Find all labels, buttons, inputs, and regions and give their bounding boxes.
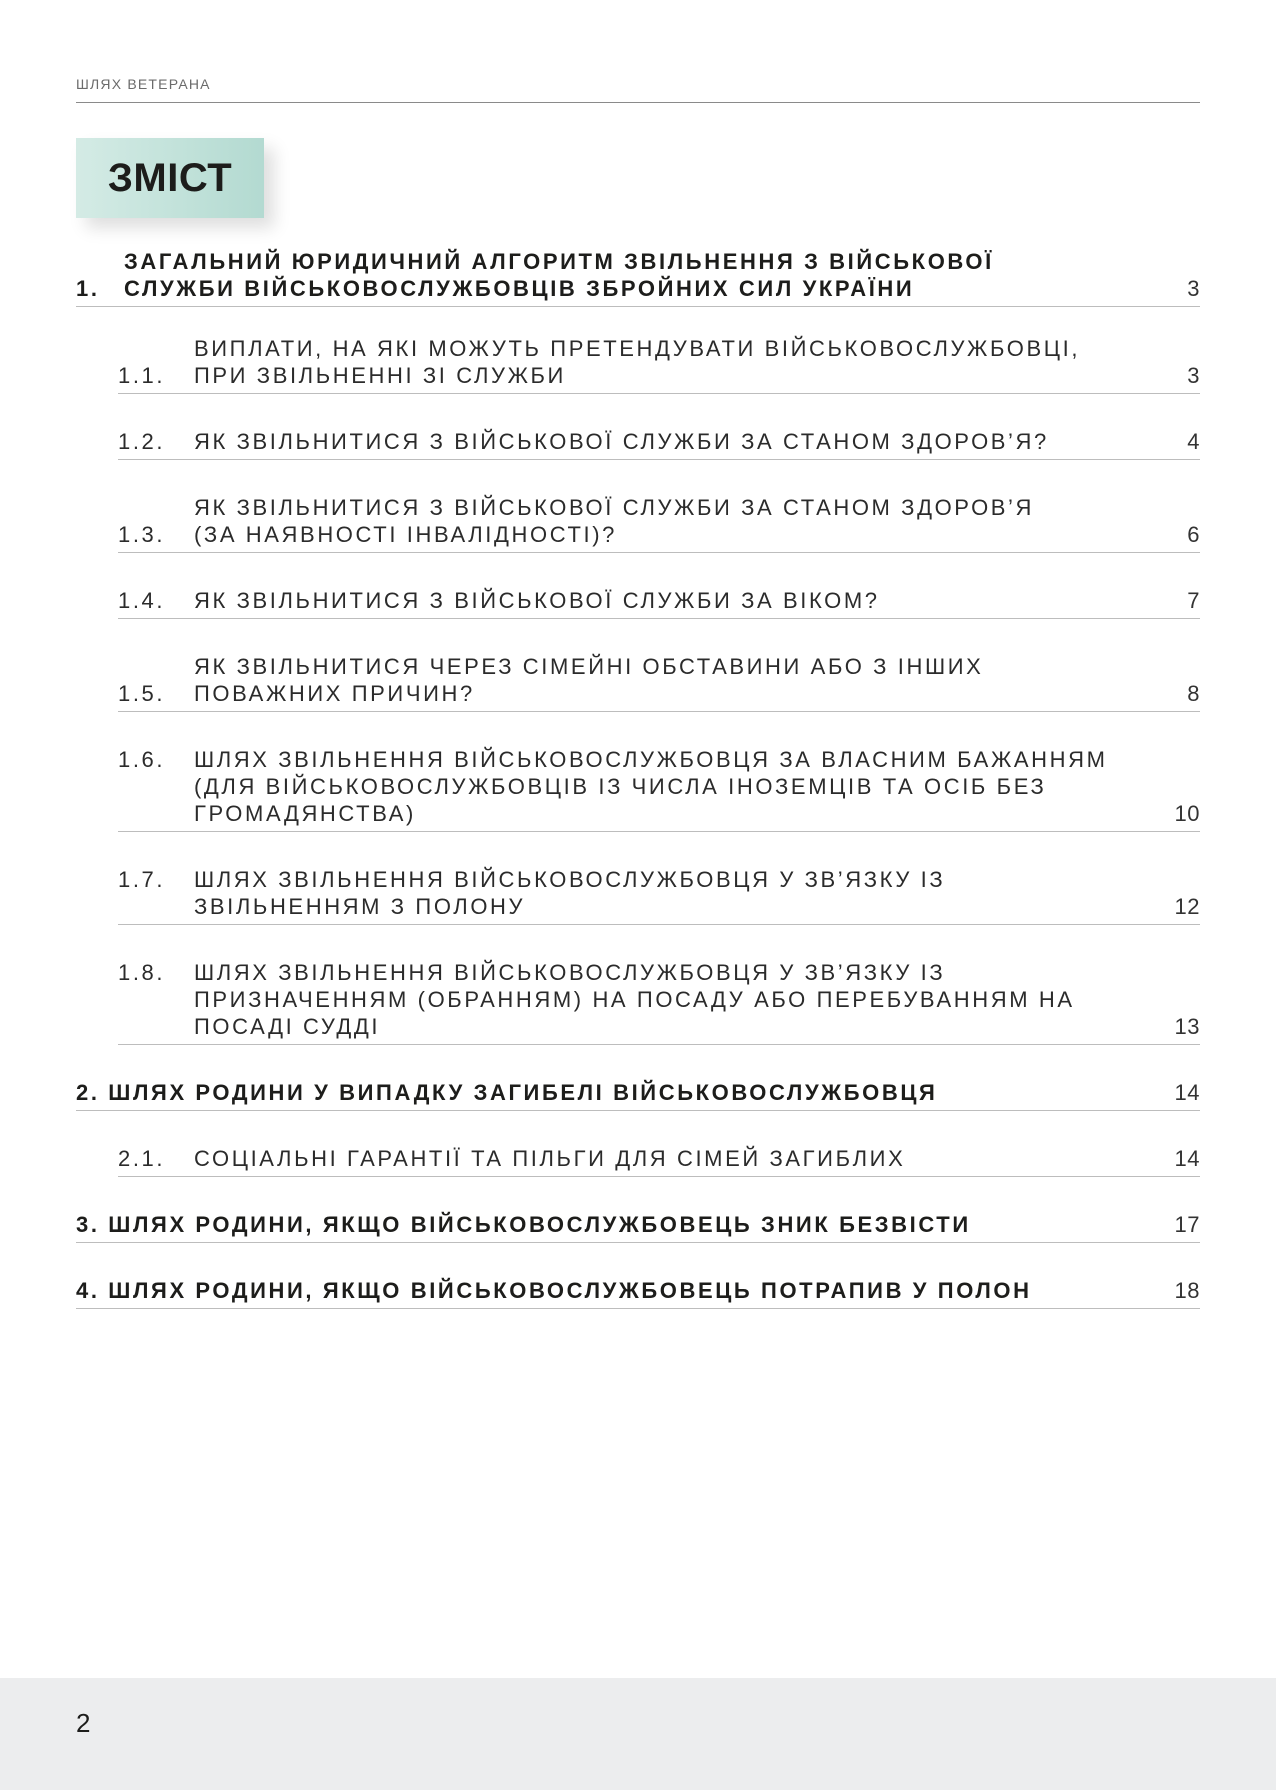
toc-entry-title: 2. ШЛЯХ РОДИНИ У ВИПАДКУ ЗАГИБЕЛІ ВІЙСЬКОВОСЛУЖБОВЦЯ (76, 1080, 938, 1105)
toc-entry-page: 10 (1174, 801, 1200, 826)
toc-entry-page: 7 (1187, 588, 1200, 613)
toc-entry-1[interactable] (76, 248, 1200, 307)
toc-entry-2[interactable] (76, 1079, 1200, 1111)
toc-entry-page: 14 (1174, 1146, 1200, 1171)
toc-entry-number: 1.4. (118, 588, 166, 613)
toc-entry-number: 1.5. (118, 681, 166, 706)
running-header (76, 76, 1200, 103)
toc-entry-page: 13 (1174, 1014, 1200, 1039)
toc-entry-page: 8 (1187, 681, 1200, 706)
toc-entry-page: 4 (1187, 429, 1200, 454)
toc-entry-page: 17 (1174, 1212, 1200, 1237)
toc-entry-number: 1.2. (118, 429, 166, 454)
toc-entry-title: ШЛЯХ ЗВІЛЬНЕННЯ ВІЙСЬКОВОСЛУЖБОВЦЯ У ЗВ’ЯЗКУ ІЗ ПРИЗНАЧЕННЯМ (ОБРАННЯМ) НА ПОСАДУ АБО ПЕРЕБУВАННЯМ НА ПОСАДІ СУДДІ (194, 960, 1075, 1039)
toc-entry-page: 14 (1174, 1080, 1200, 1105)
table-of-contents (76, 248, 1200, 1309)
toc-entry-number: 2.1. (118, 1146, 166, 1171)
footer-band (0, 1678, 1276, 1790)
toc-entry-1-3[interactable] (118, 494, 1200, 553)
toc-entry-1-7[interactable] (118, 866, 1200, 925)
page-number: 2 (76, 1708, 91, 1738)
toc-entry-1-5[interactable] (118, 653, 1200, 712)
toc-entry-page: 12 (1174, 894, 1200, 919)
toc-entry-4[interactable] (76, 1277, 1200, 1309)
toc-entry-1-1[interactable] (118, 335, 1200, 394)
toc-entry-title: СОЦІАЛЬНІ ГАРАНТІЇ ТА ПІЛЬГИ ДЛЯ СІМЕЙ ЗАГИБЛИХ (194, 1146, 906, 1171)
toc-title-box (76, 138, 264, 218)
toc-entry-number: 1.6. (118, 747, 166, 772)
toc-entry-page: 6 (1187, 522, 1200, 547)
toc-title: ЗМІСТ (107, 155, 233, 200)
toc-entry-title: 3. ШЛЯХ РОДИНИ, ЯКЩО ВІЙСЬКОВОСЛУЖБОВЕЦЬ ЗНИК БЕЗВІСТИ (76, 1212, 971, 1237)
running-title: ШЛЯХ ВЕТЕРАНА (76, 76, 211, 92)
toc-entry-title: ШЛЯХ ЗВІЛЬНЕННЯ ВІЙСЬКОВОСЛУЖБОВЦЯ У ЗВ’ЯЗКУ ІЗ ЗВІЛЬНЕННЯМ З ПОЛОНУ (194, 867, 946, 919)
toc-entry-number: 1.7. (118, 867, 166, 892)
toc-entry-page: 3 (1187, 276, 1200, 301)
toc-entry-1-8[interactable] (118, 959, 1200, 1045)
toc-entry-title: ШЛЯХ ЗВІЛЬНЕННЯ ВІЙСЬКОВОСЛУЖБОВЦЯ ЗА ВЛАСНИМ БАЖАННЯМ (ДЛЯ ВІЙСЬКОВОСЛУЖБОВЦІВ ІЗ ЧИСЛА ІНОЗЕМЦІВ ТА ОСІБ БЕЗ ГРОМАДЯНСТВА) (194, 747, 1108, 826)
toc-entry-title: ЯК ЗВІЛЬНИТИСЯ З ВІЙСЬКОВОЇ СЛУЖБИ ЗА СТАНОМ ЗДОРОВ’Я (ЗА НАЯВНОСТІ ІНВАЛІДНОСТІ)? (194, 495, 1035, 547)
toc-entry-title: ЯК ЗВІЛЬНИТИСЯ З ВІЙСЬКОВОЇ СЛУЖБИ ЗА СТАНОМ ЗДОРОВ’Я? (194, 429, 1049, 454)
toc-entry-1-2[interactable] (118, 428, 1200, 460)
toc-entry-number: 1.8. (118, 960, 166, 985)
toc-entry-number: 3. (76, 1212, 100, 1237)
toc-entry-title: ВИПЛАТИ, НА ЯКІ МОЖУТЬ ПРЕТЕНДУВАТИ ВІЙСЬКОВОСЛУЖБОВЦІ, ПРИ ЗВІЛЬНЕННІ ЗІ СЛУЖБИ (194, 336, 1081, 388)
toc-entry-number: 2. (76, 1080, 100, 1105)
toc-entry-1-4[interactable] (118, 587, 1200, 619)
toc-entry-page: 3 (1187, 363, 1200, 388)
toc-entry-number: 1. (76, 276, 100, 301)
toc-entry-3[interactable] (76, 1211, 1200, 1243)
toc-entry-number: 4. (76, 1278, 100, 1303)
toc-entry-title: ЯК ЗВІЛЬНИТИСЯ З ВІЙСЬКОВОЇ СЛУЖБИ ЗА ВІКОМ? (194, 588, 880, 613)
toc-entry-page: 18 (1174, 1278, 1200, 1303)
toc-entry-1-6[interactable] (118, 746, 1200, 832)
toc-entry-number: 1.1. (118, 363, 166, 388)
toc-entry-number: 1.3. (118, 522, 166, 547)
toc-entry-title: 4. ШЛЯХ РОДИНИ, ЯКЩО ВІЙСЬКОВОСЛУЖБОВЕЦЬ ПОТРАПИВ У ПОЛОН (76, 1278, 1032, 1303)
toc-entry-title: ЗАГАЛЬНИЙ ЮРИДИЧНИЙ АЛГОРИТМ ЗВІЛЬНЕННЯ З ВІЙСЬКОВОЇ СЛУЖБИ ВІЙСЬКОВОСЛУЖБОВЦІВ ЗБРОЙНИХ СИЛ УКРАЇНИ (124, 249, 994, 301)
toc-entry-2-1[interactable] (118, 1145, 1200, 1177)
toc-entry-title: ЯК ЗВІЛЬНИТИСЯ ЧЕРЕЗ СІМЕЙНІ ОБСТАВИНИ АБО З ІНШИХ ПОВАЖНИХ ПРИЧИН? (194, 654, 984, 706)
